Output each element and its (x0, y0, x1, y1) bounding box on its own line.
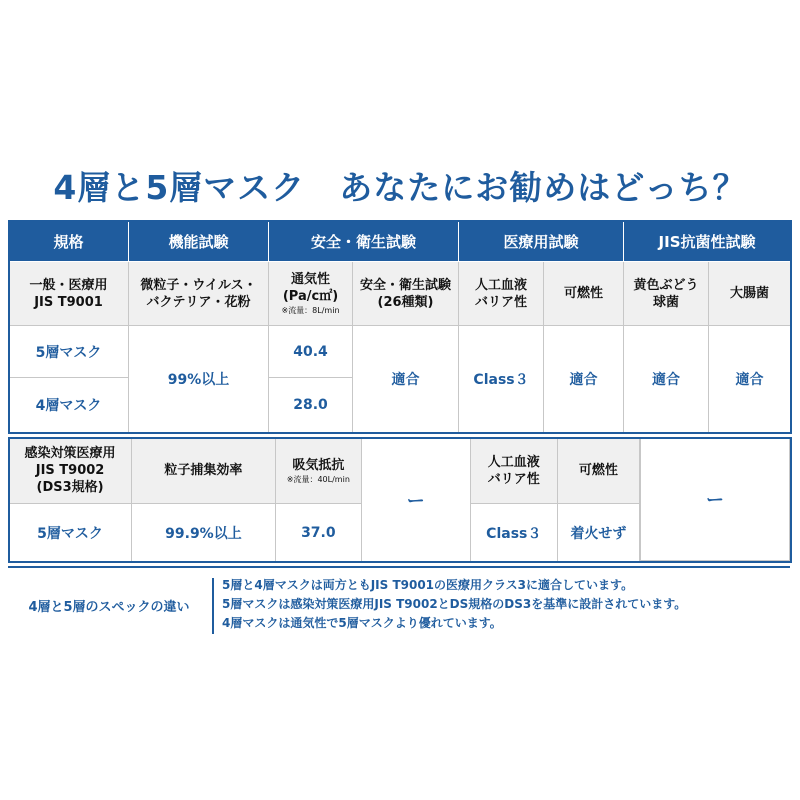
summary-line: 5層マスクは感染対策医療用JIS T9002とDS規格のDS3を基準に設計されています。 (222, 597, 687, 611)
sub-staph: 黄色ぶどう 球菌 (624, 262, 709, 326)
resistance-value: 37.0 (275, 504, 361, 562)
filtration-value: 99%以上 (129, 326, 269, 433)
flow-note: ※流量：8L/min (281, 306, 340, 315)
flammability-value: 適合 (544, 326, 624, 433)
staph-value: 適合 (624, 326, 709, 433)
blood-barrier-value: Class３ (470, 504, 557, 562)
sub-blood-barrier: 人工血液 バリア性 (459, 262, 544, 326)
row-label-5-layer: 5層マスク (9, 504, 132, 562)
safety-value: 適合 (353, 326, 459, 433)
header-function-test: 機能試験 (129, 221, 269, 262)
subheader-row (9, 438, 640, 504)
row-label-4-layer: 4層マスク (9, 378, 129, 433)
summary-label: 4層と5層のスペックの違い (28, 600, 190, 615)
sub-standard: 一般・医療用 JIS T9001 (9, 262, 129, 326)
summary-line: 4層マスクは通気性で5層マスクより優れています。 (222, 616, 502, 630)
spec-table-infection-control (8, 437, 640, 562)
subheader-row (9, 262, 791, 326)
safety-not-applicable: ー (361, 438, 470, 562)
header-medical-test: 医療用試験 (459, 221, 624, 262)
sub-flammability: 可燃性 (544, 262, 624, 326)
ecoli-value: 適合 (709, 326, 791, 433)
table-row (9, 504, 640, 562)
header-row (9, 221, 791, 262)
breath-value-5-layer: 40.4 (269, 326, 353, 378)
breath-value-4-layer: 28.0 (269, 378, 353, 433)
table-row (9, 326, 791, 378)
header-jis-antibacterial-test: JIS抗菌性試験 (624, 221, 791, 262)
header-standard: 規格 (9, 221, 129, 262)
antibacterial-not-applicable: ー (640, 437, 790, 561)
flow-note: ※流量：40L/min (286, 474, 350, 484)
sub-particle-efficiency: 粒子捕集効率 (132, 438, 276, 504)
flammability-value: 着火せず (557, 504, 639, 562)
blood-barrier-value: Class３ (459, 326, 544, 433)
summary-text (222, 576, 794, 633)
sub-breathability: 通気性 (Pa/c㎡) ※流量：8L/min (269, 262, 353, 326)
sub-function: 微粒子・ウイルス・ バクテリア・花粉 (129, 262, 269, 326)
header-safety-test: 安全・衛生試験 (269, 221, 459, 262)
sub-inhalation-resistance: 吸気抵抗 ※流量：40L/min (275, 438, 361, 504)
efficiency-value: 99.9%以上 (132, 504, 276, 562)
page-title: 4層と5層マスク あなたにお勧めはどっち？ (53, 168, 747, 207)
sub-standard-t9002: 感染対策医療用 JIS T9002 (DS3規格) (9, 438, 132, 504)
sub-safety: 安全・衛生試験 (26種類) (353, 262, 459, 326)
summary-divider (212, 578, 214, 634)
sub-ecoli: 大腸菌 (709, 262, 791, 326)
row-label-5-layer: 5層マスク (9, 326, 129, 378)
sub-flammability: 可燃性 (557, 438, 639, 504)
spec-table-general (8, 220, 791, 433)
sub-blood-barrier: 人工血液 バリア性 (470, 438, 557, 504)
summary-line: 5層と4層マスクは両方ともJIS T9001の医療用クラス3に適合しています。 (222, 578, 634, 592)
divider (8, 566, 790, 568)
